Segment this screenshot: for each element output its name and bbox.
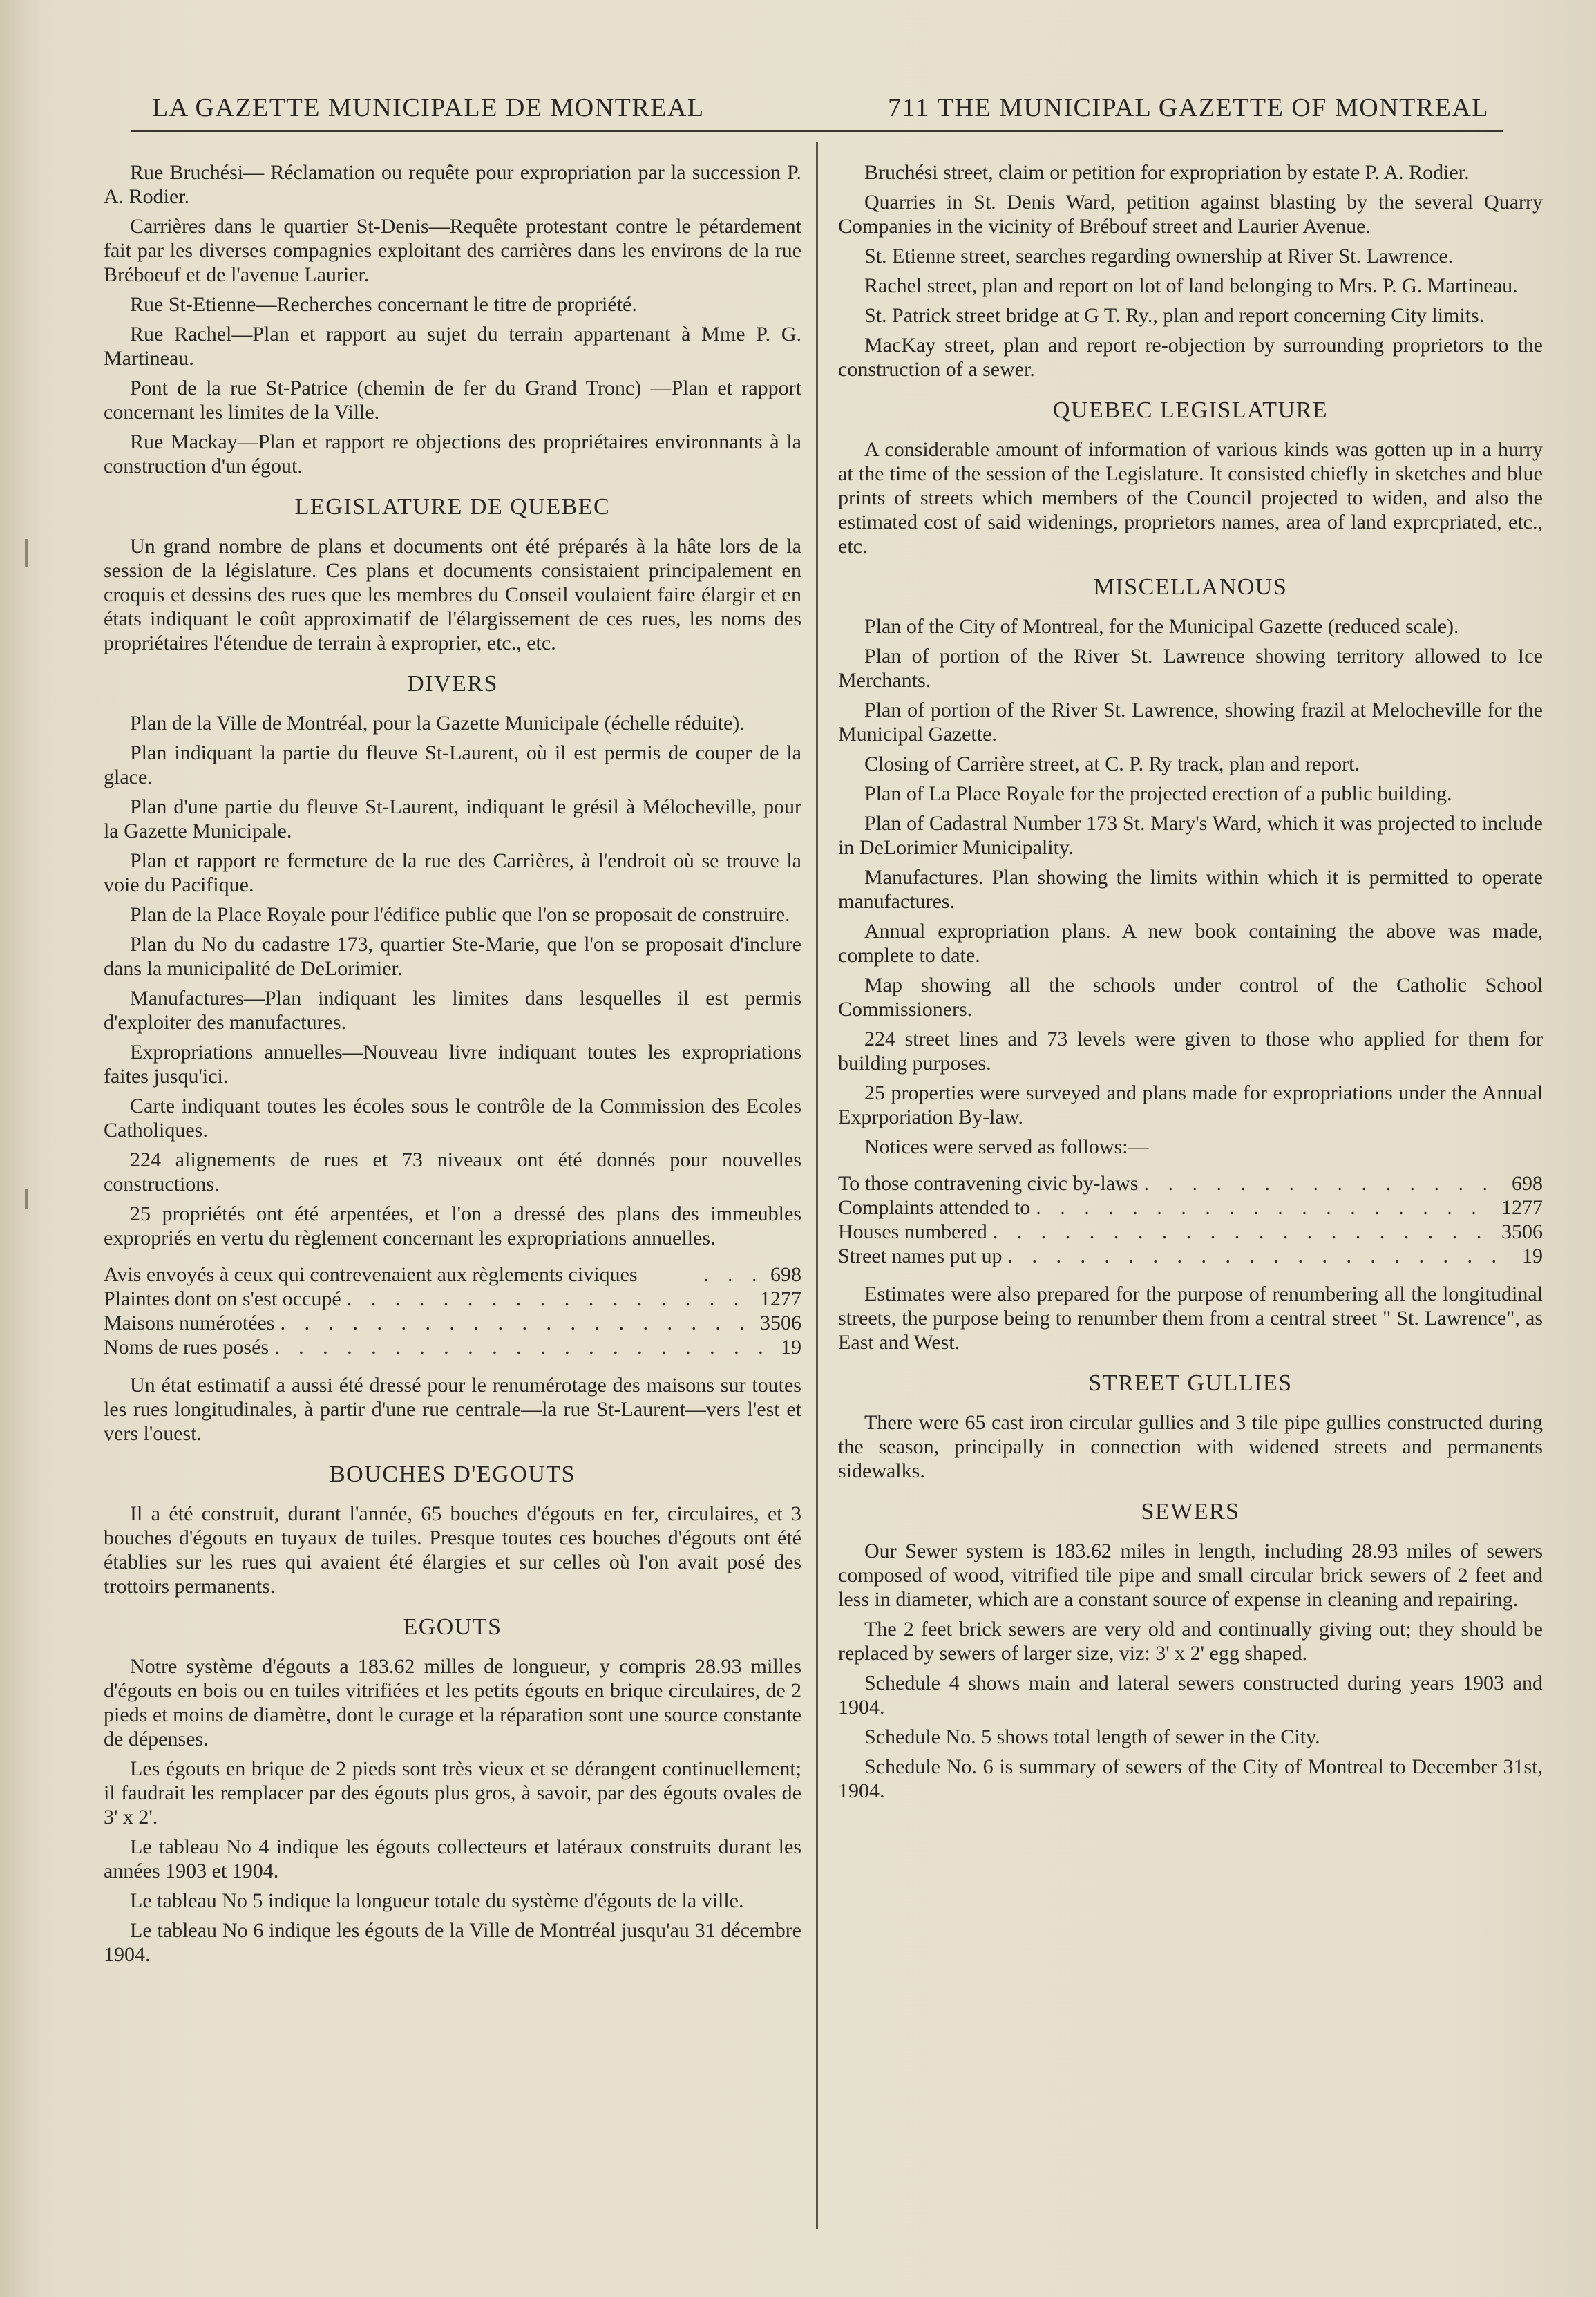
stat-row bbox=[838, 1244, 1543, 1268]
section-heading: EGOUTS bbox=[403, 1614, 502, 1640]
paragraph: Notre système d'égouts a 183.62 milles de longueur, y compris 28.93 milles d'égouts en bois ou en tuiles vitrifiées et les petits égouts en brique circulaires, de 2 pieds et moins de diamètre, dont le curage et la réparation sont une source constante de dépenses. bbox=[104, 1655, 801, 1750]
paragraph: Plan d'une partie du fleuve St-Laurent, indiquant le grésil à Mélocheville, pour la Gazette Municipale. bbox=[104, 795, 801, 842]
paragraph: MacKay street, plan and report re-objection by surrounding proprietors to the construction of a sewer. bbox=[838, 334, 1543, 381]
paragraph: Manufactures. Plan showing the limits within which it is permitted to operate manufactures. bbox=[838, 866, 1543, 913]
paragraph: Plan of portion of the River St. Lawrence showing territory allowed to Ice Merchants. bbox=[838, 645, 1543, 692]
stat-value: 3506 bbox=[760, 1312, 801, 1334]
stat-row bbox=[104, 1263, 801, 1287]
stat-value: 1277 bbox=[1501, 1196, 1543, 1219]
stat-label: Avis envoyés à ceux qui contrevenaient aux règlements civiques bbox=[104, 1263, 638, 1286]
section-heading: QUEBEC LEGISLATURE bbox=[1052, 397, 1329, 423]
leader-dots bbox=[987, 1220, 1494, 1244]
stat-row bbox=[838, 1195, 1543, 1220]
stat-value: 1277 bbox=[760, 1287, 801, 1310]
paragraph: Rachel street, plan and report on lot of land belonging to Mrs. P. G. Martineau. bbox=[864, 274, 1518, 297]
paragraph: Il a été construit, durant l'année, 65 bouches d'égouts en fer, circulaires, et 3 bouches d'égouts en tuyaux de tuiles. Presque toutes ces bouches d'égouts ont été établies sur les rues qui avaient été élargies et sur celles où l'on avait posé des trottoirs permanents. bbox=[104, 1502, 801, 1598]
paragraph: Our Sewer system is 183.62 miles in length, including 28.93 miles of sewers composed of wood, vitrified tile pipe and small circular brick sewers of 2 feet and less in diameter, which are a constant source of expense in cleaning and repairing. bbox=[838, 1540, 1543, 1611]
english-column bbox=[838, 160, 1543, 1808]
paragraph: Le tableau No 5 indique la longueur totale du système d'égouts de la ville. bbox=[130, 1889, 744, 1912]
paragraph: St. Patrick street bridge at G T. Ry., plan and report concerning City limits. bbox=[864, 304, 1485, 327]
paragraph: Plan de la Place Royale pour l'édifice public que l'on se proposait de construire. bbox=[130, 903, 790, 926]
leader-dots bbox=[1138, 1171, 1505, 1195]
stat-label: Noms de rues posés bbox=[104, 1336, 269, 1359]
paragraph: Rue Bruchési— Réclamation ou requête pour expropriation par la succession P. A. Rodier. bbox=[104, 161, 801, 208]
paragraph: Rue Mackay—Plan et rapport re objections des propriétaires environnants à la construction d'un égout. bbox=[104, 431, 801, 478]
paragraph: Plan of the City of Montreal, for the Municipal Gazette (reduced scale). bbox=[864, 615, 1459, 638]
page-header bbox=[131, 88, 1503, 132]
paragraph: Un grand nombre de plans et documents ont été préparés à la hâte lors de la session de la législature. Ces plans et documents consistaient principalement en croquis et dessins des rues que les membres du Conseil voulaient faire élargir et en états indiquant le coût approximatif de l'élargissement de ces rues, les noms des propriétaires l'étendue de terrain à exproprier, etc., etc. bbox=[104, 535, 801, 654]
paragraph: Schedule No. 6 is summary of sewers of the City of Montreal to December 31st, 1904. bbox=[838, 1755, 1543, 1802]
paragraph: Annual expropriation plans. A new book containing the above was made, complete to date. bbox=[838, 920, 1543, 967]
stat-label: Maisons numérotées bbox=[104, 1312, 275, 1334]
paragraph: A considerable amount of information of various kinds was gotten up in a hurry at the time of the session of the Legislature. It consisted chiefly in sketches and blue prints of streets which members of the Council projected to widen, and also the estimated cost of said widenings, proprietors names, area of land exprcpriated, etc., etc. bbox=[838, 438, 1543, 558]
paragraph: Un état estimatif a aussi été dressé pour le renumérotage des maisons sur toutes les rues longitudinales, à partir d'une rue centrale—la rue St-Laurent—vers l'est et vers l'ouest. bbox=[104, 1374, 801, 1445]
paragraph: Rue Rachel—Plan et rapport au sujet du terrain appartenant à Mme P. G. Martineau. bbox=[104, 323, 801, 370]
paragraph: Schedule 4 shows main and lateral sewers constructed during years 1903 and 1904. bbox=[838, 1672, 1543, 1719]
margin-mark bbox=[25, 1189, 28, 1209]
paragraph: Bruchési street, claim or petition for expropriation by estate P. A. Rodier. bbox=[864, 161, 1470, 184]
section-heading: DIVERS bbox=[407, 671, 498, 697]
paragraph: Manufactures—Plan indiquant les limites dans lesquelles il est permis d'exploiter des manufactures. bbox=[104, 987, 801, 1034]
stat-label: To those contravening civic by-laws bbox=[838, 1172, 1139, 1195]
leader-dots bbox=[1002, 1244, 1515, 1268]
section-heading: MISCELLANOUS bbox=[1093, 574, 1288, 600]
column-divider bbox=[816, 142, 818, 2229]
paragraph: Estimates were also prepared for the purpose of renumbering all the longitudinal streets, the purpose being to renumber them from a central street " St. Lawrence", as East and West. bbox=[838, 1283, 1543, 1354]
paragraph: Plan of La Place Royale for the projected erection of a public building. bbox=[864, 782, 1452, 805]
stats-list bbox=[104, 1263, 801, 1359]
margin-mark bbox=[25, 539, 28, 567]
paragraph: Le tableau No 4 indique les égouts collecteurs et latéraux construits durant les années 1903 et 1904. bbox=[104, 1835, 801, 1882]
paragraph: Map showing all the schools under control of the Catholic School Commissioners. bbox=[838, 974, 1543, 1021]
stat-label: Street names put up bbox=[838, 1245, 1003, 1267]
leader-dots bbox=[269, 1335, 774, 1359]
paragraph: 224 alignements de rues et 73 niveaux ont été donnés pour nouvelles constructions. bbox=[104, 1148, 801, 1195]
stat-row bbox=[838, 1220, 1543, 1244]
header-title-fr: LA GAZETTE MUNICIPALE DE MONTREAL bbox=[152, 93, 705, 122]
stat-label: Plaintes dont on s'est occupé bbox=[104, 1287, 341, 1310]
paragraph: Notices were served as follows:— bbox=[864, 1135, 1149, 1158]
paragraph: Carrières dans le quartier St-Denis—Requête protestant contre le pétardement fait par les diverses compagnies exploitant des carrières dans les environs de la rue Bréboeuf et de l'avenue Laurier. bbox=[104, 215, 801, 286]
stat-row bbox=[104, 1335, 801, 1359]
stats-list bbox=[838, 1171, 1543, 1268]
paragraph: Expropriations annuelles—Nouveau livre indiquant toutes les expropriations faites jusqu'ici. bbox=[104, 1041, 801, 1088]
paragraph: Schedule No. 5 shows total length of sewer in the City. bbox=[864, 1726, 1320, 1748]
stat-label: Houses numbered bbox=[838, 1220, 987, 1243]
stat-value: 3506 bbox=[1501, 1220, 1543, 1243]
paragraph: Carte indiquant toutes les écoles sous le contrôle de la Commission des Ecoles Catholiques. bbox=[104, 1095, 801, 1142]
paragraph: The 2 feet brick sewers are very old and continually giving out; they should be replaced by sewers of larger size, viz: 3' x 2' egg shaped. bbox=[838, 1618, 1543, 1665]
paragraph: St. Etienne street, searches regarding ownership at River St. Lawrence. bbox=[864, 245, 1454, 267]
paragraph: Rue St-Etienne—Recherches concernant le titre de propriété. bbox=[130, 293, 637, 316]
paragraph: Plan of Cadastral Number 173 St. Mary's Ward, which it was projected to include in DeLorimier Municipality. bbox=[838, 812, 1543, 859]
stat-row bbox=[838, 1171, 1543, 1195]
section-heading: STREET GULLIES bbox=[1088, 1370, 1293, 1396]
paragraph: Plan du No du cadastre 173, quartier Ste-Marie, que l'on se proposait d'inclure dans la municipalité de DeLorimier. bbox=[104, 933, 801, 980]
paragraph: There were 65 cast iron circular gullies and 3 tile pipe gullies constructed during the season, principally in connection with widened streets and permanents sidewalks. bbox=[838, 1411, 1543, 1482]
paragraph: Le tableau No 6 indique les égouts de la Ville de Montréal jusqu'au 31 décembre 1904. bbox=[104, 1919, 801, 1966]
stat-value: 698 bbox=[770, 1263, 801, 1286]
paragraph: Plan et rapport re fermeture de la rue des Carrières, à l'endroit où se trouve la voie du Pacifique. bbox=[104, 849, 801, 896]
leader-dots bbox=[1030, 1195, 1494, 1220]
leader-dots bbox=[698, 1263, 763, 1287]
stat-value: 19 bbox=[781, 1336, 801, 1359]
paragraph: Quarries in St. Denis Ward, petition against blasting by the several Quarry Companies in the vicinity of Brébouf street and Laurier Avenue. bbox=[838, 191, 1543, 238]
section-heading: SEWERS bbox=[1141, 1499, 1240, 1524]
paragraph: Plan of portion of the River St. Lawrence, showing frazil at Melocheville for the Municipal Gazette. bbox=[838, 699, 1543, 746]
stat-row bbox=[104, 1311, 801, 1335]
section-heading: BOUCHES D'EGOUTS bbox=[330, 1462, 576, 1487]
leader-dots bbox=[341, 1287, 753, 1311]
paragraph: Plan de la Ville de Montréal, pour la Gazette Municipale (échelle réduite). bbox=[130, 712, 745, 735]
paragraph: 25 properties were surveyed and plans made for expropriations under the Annual Exprporiation By-law. bbox=[838, 1081, 1543, 1128]
paragraph: Pont de la rue St-Patrice (chemin de fer du Grand Tronc) —Plan et rapport concernant les limites de la Ville. bbox=[104, 377, 801, 424]
paragraph: Plan indiquant la partie du fleuve St-Laurent, où il est permis de couper de la glace. bbox=[104, 741, 801, 788]
header-title-en: THE MUNICIPAL GAZETTE OF MONTREAL bbox=[937, 93, 1489, 122]
french-column bbox=[104, 160, 801, 1972]
leader-dots bbox=[274, 1311, 753, 1335]
stat-value: 698 bbox=[1512, 1172, 1543, 1195]
paragraph: 224 street lines and 73 levels were given to those who applied for them for building purposes. bbox=[838, 1028, 1543, 1075]
stat-label: Complaints attended to bbox=[838, 1196, 1031, 1219]
page-number: 711 bbox=[888, 93, 930, 122]
paragraph: 25 propriétés ont été arpentées, et l'on a dressé des plans des immeubles expropriés en vertu du règlement concernant les expropriations annuelles. bbox=[104, 1202, 801, 1249]
stat-row bbox=[104, 1287, 801, 1311]
paragraph: Les égouts en brique de 2 pieds sont très vieux et se dérangent continuellement; il faudrait les remplacer par des égouts plus gros, à savoir, par des égouts ovales de 3' x 2'. bbox=[104, 1757, 801, 1828]
section-heading: LEGISLATURE DE QUEBEC bbox=[294, 494, 611, 520]
paragraph: Closing of Carrière street, at C. P. Ry track, plan and report. bbox=[864, 753, 1360, 775]
stat-value: 19 bbox=[1522, 1245, 1543, 1267]
